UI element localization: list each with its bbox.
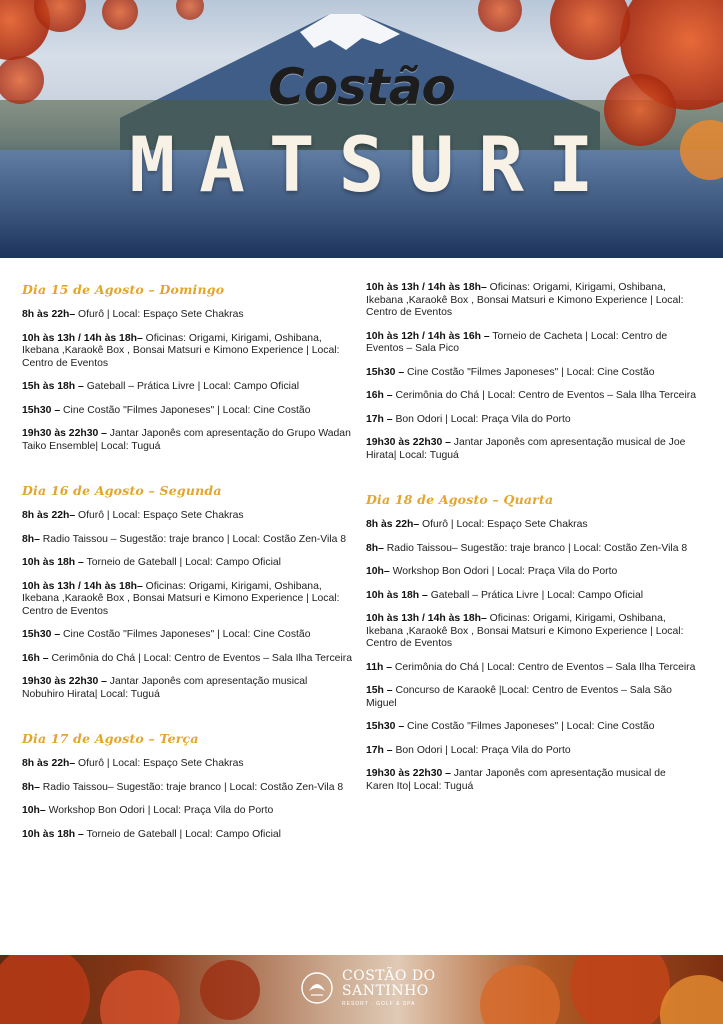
schedule-entry bbox=[366, 282, 696, 320]
schedule-column-left bbox=[22, 282, 352, 871]
entry-time: 19h30 às 22h30 – bbox=[366, 768, 451, 779]
entry-time: 10h às 13h / 14h às 18h– bbox=[366, 282, 487, 293]
entry-time: 10h às 18h – bbox=[22, 557, 84, 568]
entry-text: Jantar Japonês com apresentação musical de Joe Hirata| Local: Tuguá bbox=[366, 437, 686, 461]
schedule-entry bbox=[22, 676, 352, 701]
day-block-16 bbox=[22, 483, 352, 701]
entry-time: 15h30 – bbox=[366, 366, 405, 378]
entry-text: Workshop Bon Odori | Local: Praça Vila do Porto bbox=[45, 805, 274, 816]
entry-time: 10h às 13h / 14h às 18h– bbox=[22, 580, 143, 592]
entry-time: 8h– bbox=[366, 542, 384, 554]
entry-text: Radio Taissou– Sugestão: traje branco | Local: Costão Zen-Vila 8 bbox=[39, 781, 344, 793]
schedule-entry bbox=[22, 405, 352, 418]
schedule-entry bbox=[22, 581, 352, 619]
entry-time: 16h – bbox=[22, 652, 49, 664]
entry-time: 10h às 13h / 14h às 18h– bbox=[22, 332, 143, 344]
entry-time: 17h – bbox=[366, 744, 393, 756]
schedule-entry bbox=[366, 390, 696, 403]
logo-tagline: RESORT · GOLF & SPA bbox=[342, 1001, 416, 1007]
logo-line-1: COSTÃO DO bbox=[342, 968, 436, 984]
entry-text: Torneio de Cacheta | Local: Centro de Eventos – Sala Pico bbox=[366, 330, 668, 354]
entry-time: 8h às 22h– bbox=[22, 309, 76, 320]
entry-text: Torneio de Gateball | Local: Campo Oficial bbox=[83, 828, 281, 840]
schedule-entry bbox=[366, 685, 696, 710]
event-title: MATSURI bbox=[129, 120, 618, 209]
entry-time: 8h às 22h– bbox=[366, 519, 420, 530]
day-heading: Dia 18 de Agosto – Quarta bbox=[366, 492, 554, 507]
entry-text: Cine Costão "Filmes Japoneses" | Local: Cine Costão bbox=[60, 629, 311, 640]
entry-time: 19h30 às 22h30 – bbox=[22, 676, 107, 687]
day-block-15 bbox=[22, 282, 352, 453]
entry-text: Torneio de Gateball | Local: Campo Oficial bbox=[83, 557, 281, 568]
entry-text: Cine Costão "Filmes Japoneses" | Local: Cine Costão bbox=[404, 366, 655, 378]
entry-text: Radio Taissou – Sugestão: traje branco | Local: Costão Zen-Vila 8 bbox=[39, 533, 347, 545]
entry-text: Oficinas: Origami, Kirigami, Oshibana, Ikebana ,Karaokê Box , Bonsai Matsuri e Kimono Experience | Local: Centro de Eventos bbox=[22, 580, 340, 617]
schedule-entry bbox=[22, 782, 352, 795]
entry-time: 17h – bbox=[366, 413, 393, 425]
entry-text: Gateball – Prática Livre | Local: Campo Oficial bbox=[83, 381, 300, 392]
schedule-entry bbox=[366, 367, 696, 380]
schedule-entry bbox=[22, 534, 352, 547]
schedule-entry bbox=[366, 414, 696, 427]
resort-emblem-icon bbox=[300, 971, 334, 1005]
schedule-entry bbox=[22, 428, 352, 453]
entry-time: 11h – bbox=[366, 661, 392, 673]
entry-text: Ofurô | Local: Espaço Sete Chakras bbox=[75, 758, 244, 769]
schedule-entry bbox=[22, 309, 352, 322]
schedule-entry bbox=[22, 653, 352, 666]
schedule-column-right bbox=[366, 282, 696, 823]
entry-time: 10h às 18h – bbox=[22, 828, 84, 840]
schedule-entry bbox=[22, 829, 352, 842]
entry-text: Cerimônia do Chá | Local: Centro de Eventos – Sala Ilha Terceira bbox=[392, 661, 696, 673]
schedule-entry bbox=[22, 333, 352, 371]
entry-text: Workshop Bon Odori | Local: Praça Vila do Porto bbox=[389, 566, 618, 577]
brand-title: Costão bbox=[268, 58, 455, 116]
entry-text: Jantar Japonês com apresentação musical de Karen Ito| Local: Tuguá bbox=[366, 768, 666, 792]
entry-time: 16h – bbox=[366, 390, 393, 401]
day-heading: Dia 16 de Agosto – Segunda bbox=[22, 483, 222, 498]
schedule-entry bbox=[22, 557, 352, 570]
day-block-17-continued bbox=[366, 282, 696, 462]
schedule-entry bbox=[366, 437, 696, 462]
schedule-entry bbox=[366, 331, 696, 356]
entry-time: 8h– bbox=[22, 533, 40, 545]
schedule-entry bbox=[366, 590, 696, 603]
entry-text: Bon Odori | Local: Praça Vila do Porto bbox=[392, 413, 571, 425]
entry-time: 15h30 – bbox=[22, 404, 61, 416]
entry-text: Ofurô | Local: Espaço Sete Chakras bbox=[419, 519, 588, 530]
day-heading: Dia 17 de Agosto – Terça bbox=[22, 731, 199, 746]
schedule-entry bbox=[366, 721, 696, 734]
header-banner bbox=[0, 0, 723, 258]
entry-text: Cerimônia do Chá | Local: Centro de Eventos – Sala Ilha Terceira bbox=[48, 652, 353, 664]
entry-text: Cerimônia do Chá | Local: Centro de Eventos – Sala Ilha Terceira bbox=[392, 390, 697, 401]
entry-text: Oficinas: Origami, Kirigami, Oshibana, Ikebana ,Karaokê Box , Bonsai Matsuri e Kimono Experience | Local: Centro de Eventos bbox=[366, 613, 684, 649]
schedule-entry bbox=[366, 543, 696, 556]
entry-text: Oficinas: Origami, Kirigami, Oshibana, Ikebana ,Karaokê Box , Bonsai Matsuri e Kimono Experience | Local: Centro de Eventos bbox=[366, 282, 684, 318]
schedule-entry bbox=[366, 745, 696, 758]
resort-logo bbox=[300, 966, 440, 1010]
day-block-17 bbox=[22, 731, 352, 841]
entry-time: 15h30 – bbox=[22, 629, 61, 640]
entry-text: Concurso de Karaokê |Local: Centro de Eventos – Sala São Miguel bbox=[366, 685, 672, 709]
entry-time: 19h30 às 22h30 – bbox=[22, 428, 107, 439]
entry-text: Cine Costão "Filmes Japoneses" | Local: Cine Costão bbox=[404, 721, 655, 732]
schedule-entry bbox=[366, 662, 696, 675]
entry-text: Ofurô | Local: Espaço Sete Chakras bbox=[75, 510, 244, 521]
entry-time: 10h às 13h / 14h às 18h– bbox=[366, 613, 487, 624]
schedule-entry bbox=[22, 510, 352, 523]
entry-text: Cine Costão "Filmes Japoneses" | Local: Cine Costão bbox=[60, 404, 311, 416]
entry-time: 10h às 18h – bbox=[366, 589, 428, 601]
day-block-18 bbox=[366, 492, 696, 793]
schedule-entry bbox=[366, 519, 696, 532]
entry-time: 15h às 18h – bbox=[22, 381, 84, 392]
entry-text: Jantar Japonês com apresentação musical Nobuhiro Hirata| Local: Tuguá bbox=[22, 676, 308, 700]
entry-text: Ofurô | Local: Espaço Sete Chakras bbox=[75, 309, 244, 320]
entry-time: 8h às 22h– bbox=[22, 758, 76, 769]
schedule-entry bbox=[366, 566, 696, 579]
entry-time: 15h30 – bbox=[366, 721, 405, 732]
entry-text: Oficinas: Origami, Kirigami, Oshibana, Ikebana ,Karaokê Box , Bonsai Matsuri e Kimono Experience | Local: Centro de Eventos bbox=[22, 332, 340, 369]
entry-time: 10h– bbox=[22, 805, 46, 816]
schedule-entry bbox=[366, 613, 696, 651]
logo-line-2: SANTINHO bbox=[342, 983, 429, 999]
entry-text: Bon Odori | Local: Praça Vila do Porto bbox=[392, 744, 571, 756]
entry-time: 10h às 12h / 14h às 16h – bbox=[366, 330, 490, 342]
entry-text: Jantar Japonês com apresentação do Grupo Wadan Taiko Ensemble| Local: Tuguá bbox=[22, 428, 351, 452]
entry-time: 19h30 às 22h30 – bbox=[366, 437, 451, 448]
logo-wordmark bbox=[342, 969, 436, 1007]
entry-time: 10h– bbox=[366, 566, 390, 577]
entry-time: 15h – bbox=[366, 685, 393, 696]
schedule-entry bbox=[366, 768, 696, 793]
schedule-entry bbox=[22, 758, 352, 771]
schedule-entry bbox=[22, 629, 352, 642]
schedule-entry bbox=[22, 805, 352, 818]
day-heading: Dia 15 de Agosto – Domingo bbox=[22, 282, 225, 297]
entry-time: 8h às 22h– bbox=[22, 510, 76, 521]
entry-text: Radio Taissou– Sugestão: traje branco | Local: Costão Zen-Vila 8 bbox=[383, 542, 688, 554]
schedule-entry bbox=[22, 381, 352, 394]
entry-text: Gateball – Prática Livre | Local: Campo Oficial bbox=[427, 589, 644, 601]
entry-time: 8h– bbox=[22, 781, 40, 793]
